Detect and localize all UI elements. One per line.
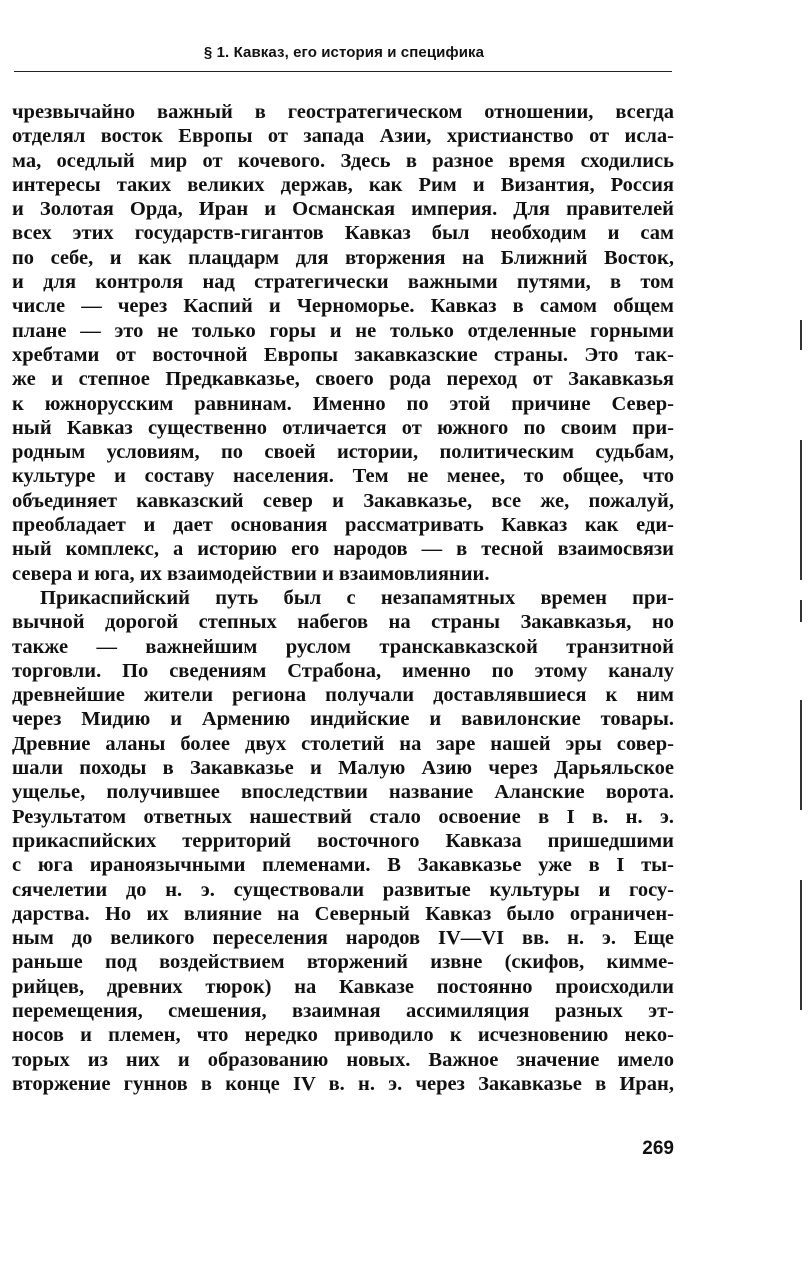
text-line: прикаспийских территорий восточного Кавказа пришедшими <box>12 829 674 852</box>
text-line: всех этих государств-гигантов Кавказ был необходим и сам <box>12 222 674 245</box>
scan-edge-mark <box>800 320 802 350</box>
scan-edge-mark <box>800 700 802 810</box>
text-line: ный комплекс, а историю его народов — в тесной взаимосвязи <box>12 538 674 561</box>
text-line: Древние аланы более двух столетий на заре нашей эры совер- <box>12 732 674 755</box>
text-line: торговли. По сведениям Страбона, именно по этому каналу <box>12 659 674 682</box>
running-head: § 1. Кавказ, его история и специфика <box>203 44 485 61</box>
text-line: древнейшие жители региона получали доставлявшиеся к ним <box>12 684 674 707</box>
scan-edge-mark <box>800 600 802 622</box>
text-line: дарства. Но их влияние на Северный Кавказ было ограничен- <box>12 902 674 925</box>
paragraph-2 <box>12 586 674 1096</box>
text-line: и Золотая Орда, Иран и Османская империя. Для правителей <box>12 198 674 221</box>
text-line: через Мидию и Армению индийские и вавилонские товары. <box>12 708 674 731</box>
text-line: также — важнейшим руслом транскавказской транзитной <box>12 635 674 658</box>
text-line: плане — это не только горы и не только отделенные горными <box>12 319 674 342</box>
text-line: ный Кавказ существенно отличается от южного по своим при- <box>12 416 674 439</box>
text-line: по себе, и как плацдарм для вторжения на Ближний Восток, <box>12 246 674 269</box>
text-line: интересы таких великих держав, как Рим и Византия, Россия <box>12 173 674 196</box>
text-line: отделял восток Европы от запада Азии, христианство от исла- <box>12 125 674 148</box>
body-text <box>12 100 674 1096</box>
text-line: носов и племен, что нередко приводило к исчезновению неко- <box>12 1024 674 1047</box>
text-line: преобладает и дает основания рассматривать Кавказ как еди- <box>12 514 674 537</box>
text-line: вторжение гуннов в конце IV в. н. э. через Закавказье в Иран, <box>12 1072 674 1095</box>
text-line: к южнорусским равнинам. Именно по этой причине Север- <box>12 392 674 415</box>
text-line: Результатом ответных нашествий стало освоение в I в. н. э. <box>12 805 674 828</box>
text-line: и для контроля над стратегически важными путями, в том <box>12 271 674 294</box>
text-line: объединяет кавказский север и Закавказье, все же, пожалуй, <box>12 489 674 512</box>
text-line: раньше под воздействием вторжений извне (скифов, кимме- <box>12 951 674 974</box>
text-line: ущелье, получившее впоследствии название Аланские ворота. <box>12 781 674 804</box>
text-line: шали походы в Закавказье и Малую Азию через Дарьяльское <box>12 757 674 780</box>
header-rule <box>14 71 672 72</box>
text-line: же и степное Предкавказье, своего рода переход от Закавказья <box>12 368 674 391</box>
page-number: 269 <box>642 1138 674 1159</box>
text-line: севера и юга, их взаимодействии и взаимовлиянии. <box>12 562 490 585</box>
text-line: числе — через Каспий и Черноморье. Кавказ в самом общем <box>12 295 674 318</box>
text-line: с юга ираноязычными племенами. В Закавказье уже в I ты- <box>12 854 674 877</box>
text-line: ма, оседлый мир от кочевого. Здесь в разное время сходились <box>12 149 674 172</box>
text-line: Прикаспийский путь был с незапамятных времен при- <box>40 586 674 609</box>
text-line: чрезвычайно важный в геостратегическом отношении, всегда <box>12 101 674 123</box>
paragraph-1 <box>12 100 674 586</box>
text-line: вычной дорогой степных набегов на страны Закавказья, но <box>12 611 674 634</box>
text-line: хребтами от восточной Европы закавказские страны. Это так- <box>12 343 674 366</box>
scan-edge-mark <box>800 880 802 1010</box>
scan-edge-mark <box>800 440 802 580</box>
text-line: родным условиям, по своей истории, политическим судьбам, <box>12 441 674 464</box>
text-line: ным до великого переселения народов IV—VI вв. н. э. Еще <box>12 927 674 950</box>
text-line: торых из них и образованию новых. Важное значение имело <box>12 1048 674 1071</box>
text-line: перемещения, смешения, взаимная ассимиляция разных эт- <box>12 999 674 1022</box>
text-line: культуре и составу населения. Тем не менее, то общее, что <box>12 465 674 488</box>
text-line: сячелетии до н. э. существовали развитые культуры и госу- <box>12 878 674 901</box>
text-line: рийцев, древних тюрок) на Кавказе постоянно происходили <box>12 975 674 998</box>
